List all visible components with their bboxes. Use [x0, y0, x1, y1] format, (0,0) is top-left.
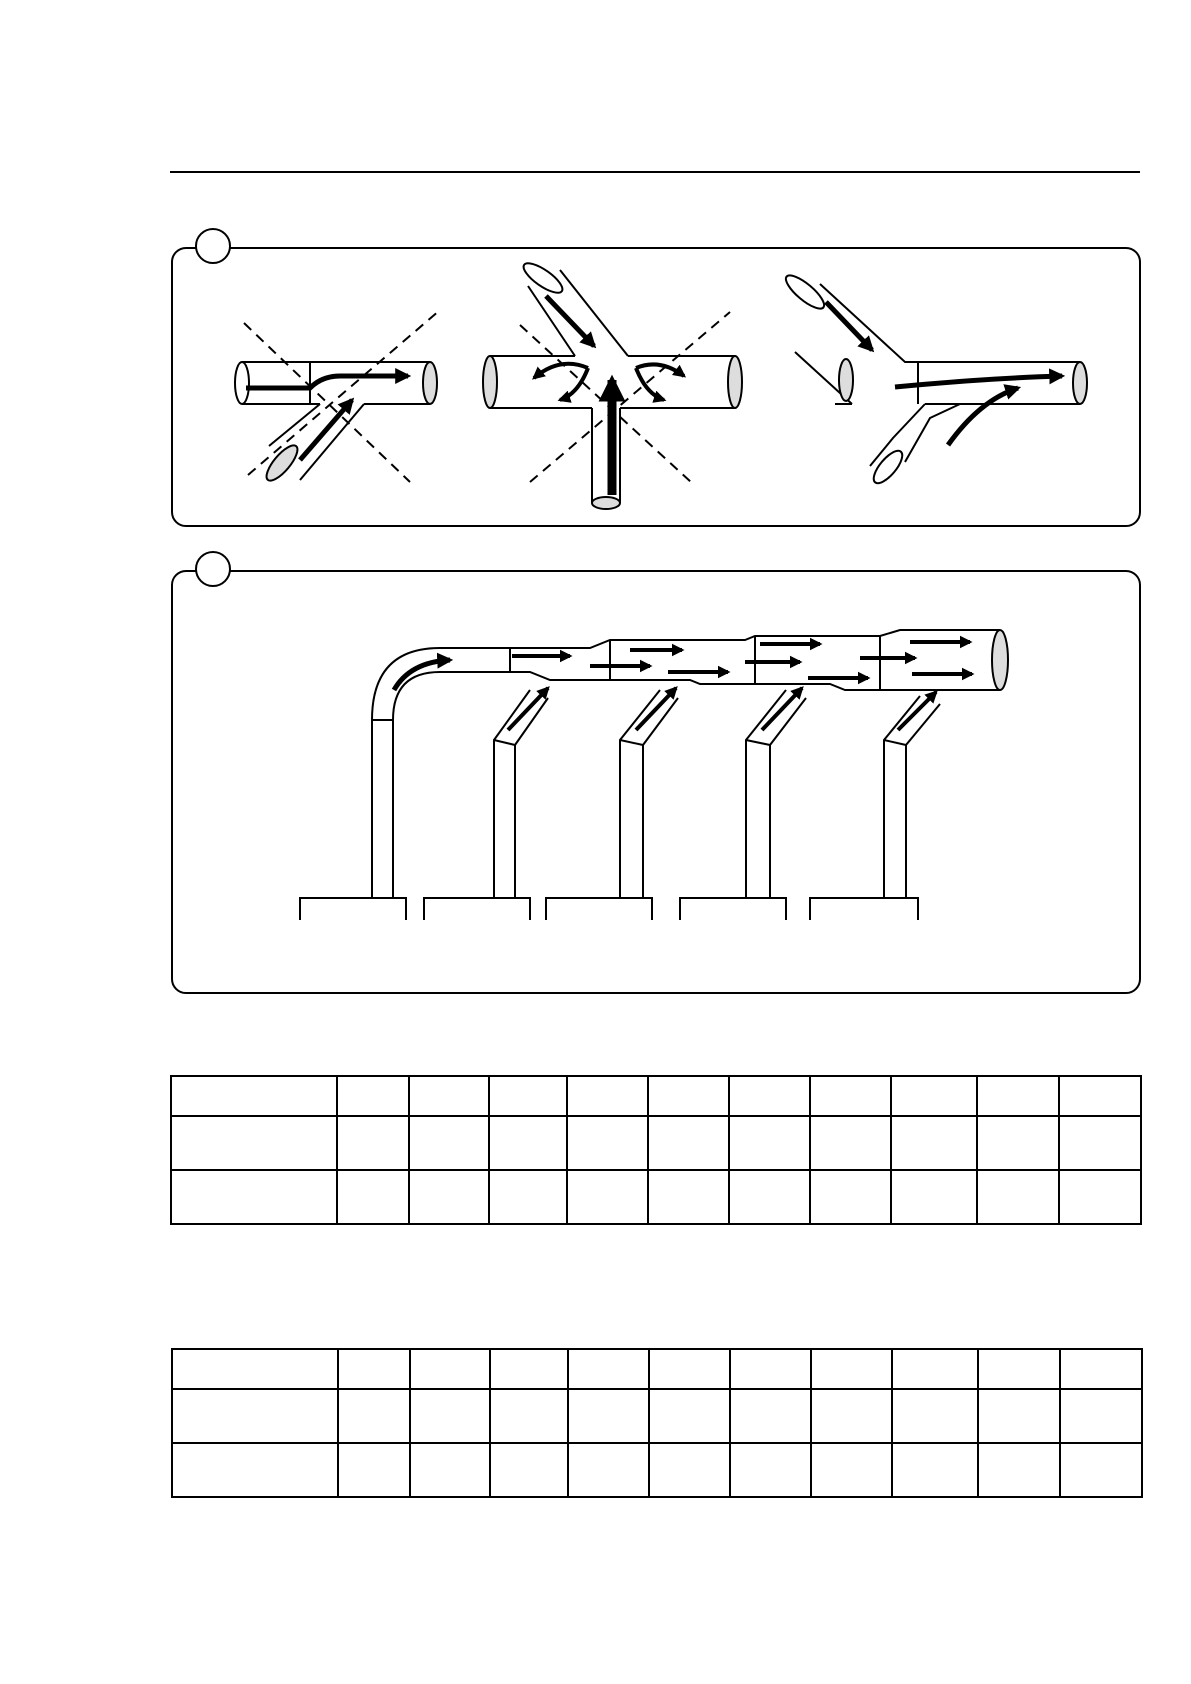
branch-riser-2: [494, 688, 548, 898]
table-row: [171, 1076, 1141, 1116]
figure-1-marker: [196, 229, 230, 263]
branch-pipe-system: [300, 630, 1008, 920]
y-branch-crossed-out: [235, 310, 440, 485]
tee-crossed-out: [483, 258, 742, 509]
table-row: [171, 1116, 1141, 1170]
branch-riser-4: [746, 688, 806, 898]
y-branch-recommended: [781, 270, 1087, 487]
figure-2-panel: [172, 552, 1140, 993]
branch-riser-5: [884, 692, 940, 898]
table-row: [172, 1349, 1142, 1389]
table-row: [171, 1170, 1141, 1224]
spec-table-2: [171, 1348, 1143, 1498]
spec-table-1: [170, 1075, 1142, 1225]
branch-riser-3: [620, 688, 678, 898]
table-row: [172, 1389, 1142, 1443]
table-row: [172, 1443, 1142, 1497]
figure-2-marker: [196, 552, 230, 586]
indoor-unit-bases: [300, 898, 918, 920]
